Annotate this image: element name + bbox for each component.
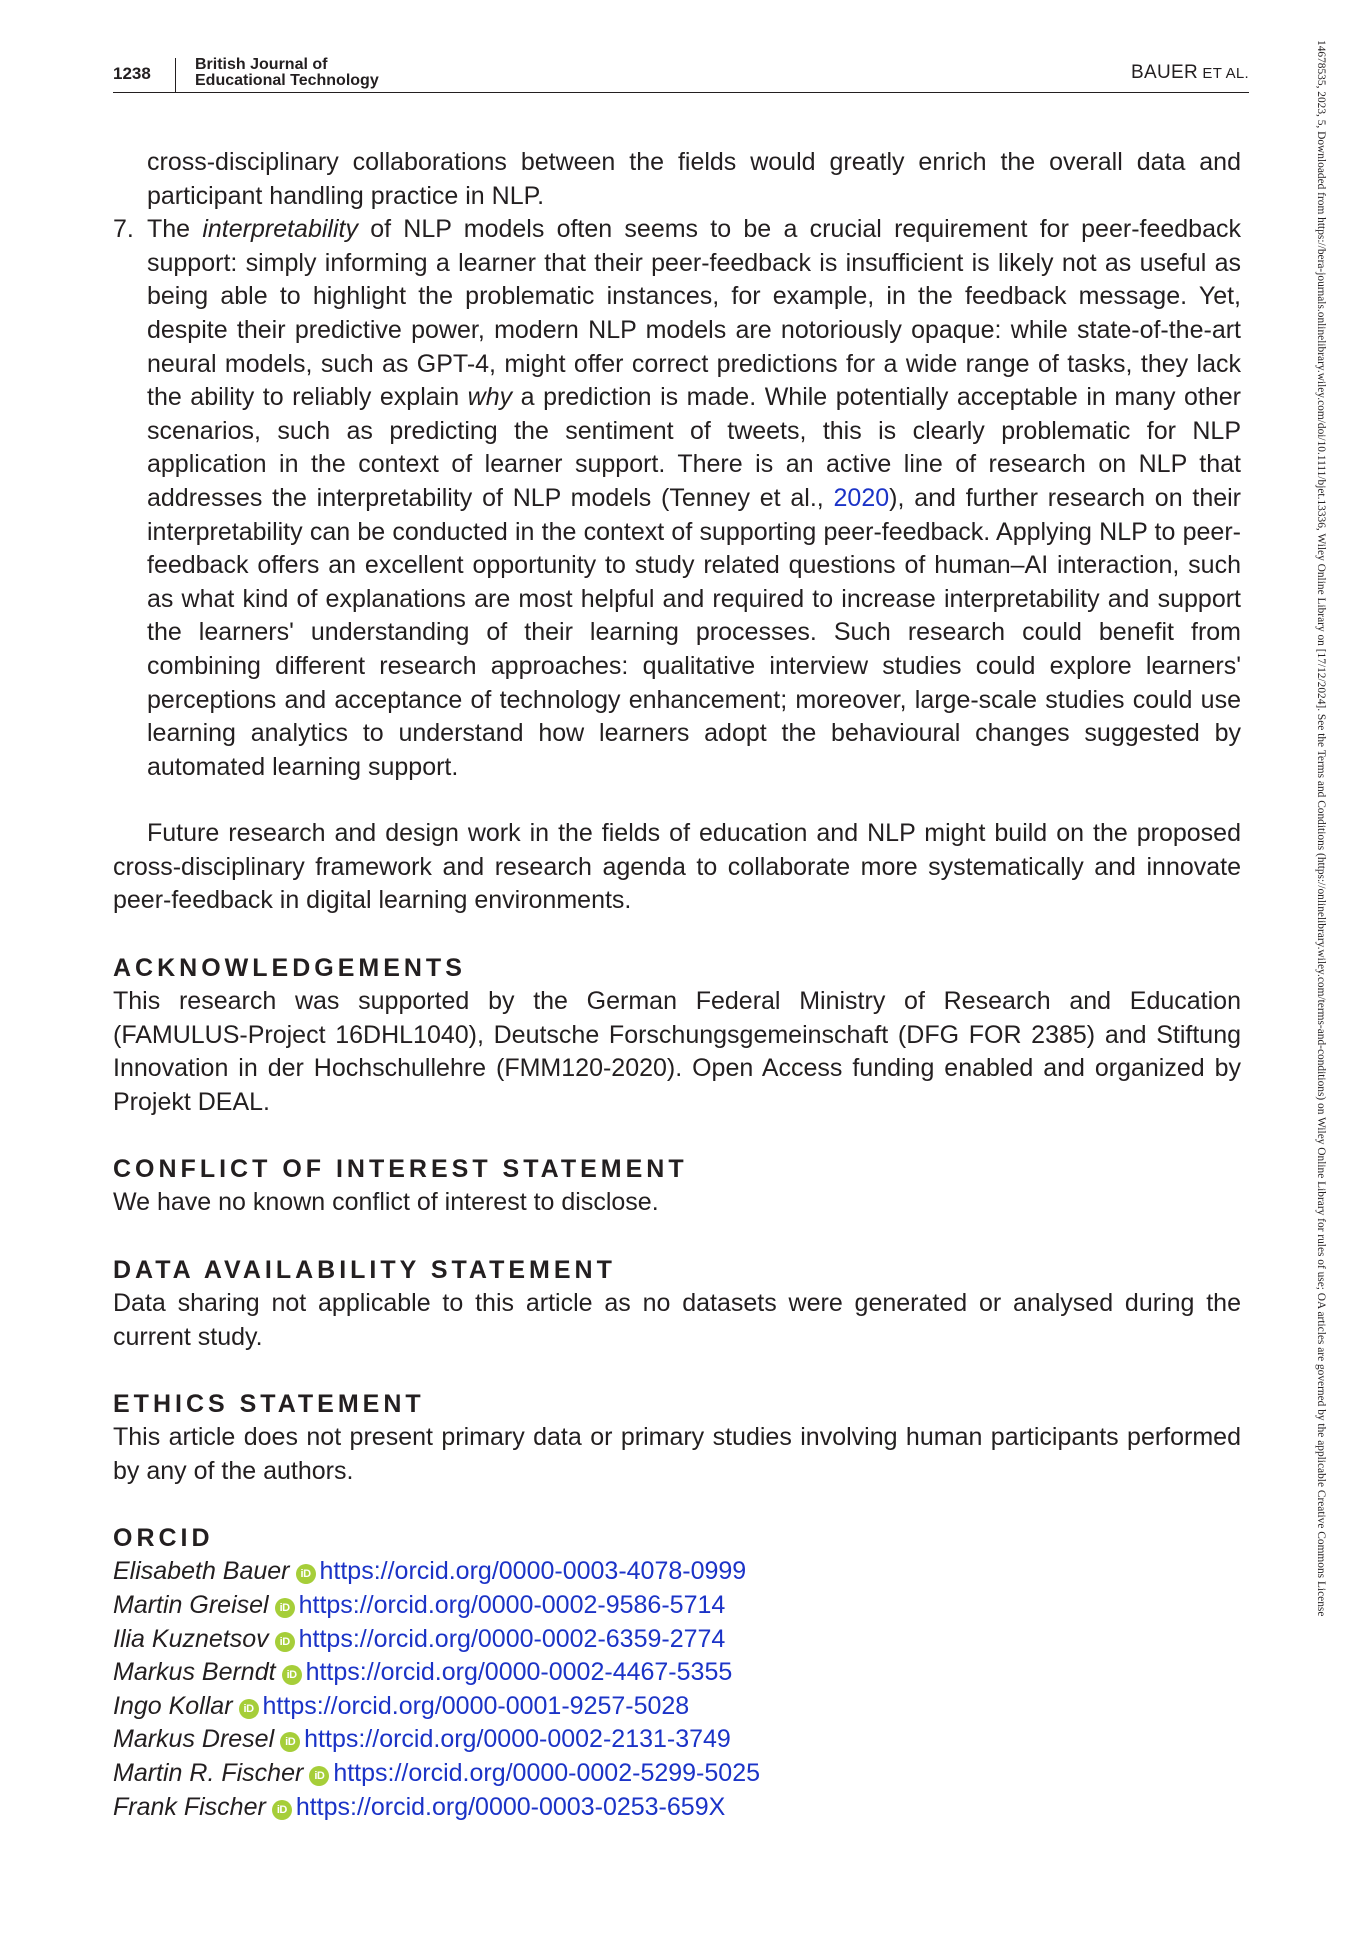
data-availability-section <box>113 1254 1241 1354</box>
page-header <box>113 52 1249 93</box>
orcid-icon: iD <box>239 1699 259 1719</box>
orcid-entry <box>113 1723 1241 1757</box>
text-run: The <box>147 215 203 244</box>
orcid-link[interactable]: https://orcid.org/0000-0002-5299-5025 <box>333 1758 760 1787</box>
section-text: Data sharing not applicable to this article as no datasets were generated or analysed during the current study. <box>113 1289 1241 1351</box>
section-heading: ETHICS STATEMENT <box>113 1390 425 1419</box>
orcid-link[interactable]: https://orcid.org/0000-0001-9257-5028 <box>262 1691 690 1720</box>
section-text: This research was supported by the German Federal Ministry of Research and Education (FAMULUS-Project 16DHL1040), Deutsche Forschungsgemeinschaft (DFG FOR 2385) and Stiftung Innovation in der Hochschullehre (FMM120-2020). Open Access funding enabled and organized by Projekt DEAL. <box>113 987 1241 1116</box>
emphasis-interpretability: interpretability <box>202 215 358 244</box>
journal-title-line-2: Educational Technology <box>195 72 379 89</box>
text-run: a prediction is made. While potentially acceptable in many other scenarios, such as predicting the sentiment of tweets, this is clearly problematic for NLP application in the context of learner support. There is an active line of research on NLP that addresses the interpretability of NLP models (Tenney et al., <box>147 383 1241 512</box>
orcid-author-name: Martin R. Fischer <box>113 1758 304 1787</box>
orcid-author-name: Ilia Kuznetsov <box>113 1624 269 1653</box>
orcid-link[interactable]: https://orcid.org/0000-0002-2131-3749 <box>304 1725 731 1754</box>
orcid-author-name: Markus Berndt <box>113 1658 276 1687</box>
orcid-entry <box>113 1555 1241 1589</box>
orcid-link[interactable]: https://orcid.org/0000-0002-9586-5714 <box>298 1591 726 1619</box>
text-run: of NLP models often seems to be a crucial requirement for peer-feedback support: simply informing a learner that their peer-feedback is insufficient is likely not as useful as being able to highlight the problematic instances, for example, in the feedback message. Yet, despite their predictive power, modern NLP models are notoriously opaque: while state-of-the-art neural models, such as GPT-4, might offer correct predictions for a wide range of tasks, they lack the ability to reliably explain <box>147 215 1241 412</box>
journal-title <box>195 57 379 89</box>
journal-title-line-1: British Journal of <box>195 56 328 73</box>
orcid-icon: iD <box>296 1564 316 1584</box>
orcid-icon: iD <box>280 1732 300 1752</box>
orcid-author-name: Elisabeth Bauer <box>113 1557 290 1586</box>
ethics-section <box>113 1388 1241 1488</box>
section-text: We have no known conflict of interest to disclose. <box>113 1188 659 1217</box>
orcid-icon: iD <box>275 1598 295 1618</box>
page-number: 1238 <box>113 64 151 83</box>
text-run: ), and further research on their interpretability can be conducted in the context of supporting peer-feedback. Applying NLP to peer-feedback offers an excellent opportunity to study related questions of human–AI interaction, such as what kind of explanations are most helpful and required to increase interpretability and support the learners' understanding of their learning processes. Such research could benefit from combining different research approaches: qualitative interview studies could explore learners' perceptions and acceptance of technology enhancement; moreover, large-scale studies could use learning analytics to understand how learners adopt the behavioural changes suggested by automated learning support. <box>147 483 1242 781</box>
list-item-7 <box>113 213 1241 784</box>
list-continuation: cross-disciplinary collaborations between the fields would greatly enrich the overall data and participant handling practice in NLP. <box>147 148 1241 210</box>
orcid-section <box>113 1522 1241 1824</box>
article-content <box>113 146 1241 1824</box>
section-heading: ORCID <box>113 1524 214 1553</box>
running-head-author: BAUER <box>1131 62 1198 83</box>
orcid-icon: iD <box>309 1766 329 1786</box>
orcid-entry <box>113 1589 1241 1623</box>
download-side-note: 14678535, 2023, 5, Downloaded from https://bera-journals.onlinelibrary.wiley.com/doi/10.1111/bjet.13336, Wiley Online Library on [17/12/2024]. See the Terms and Conditions (https://onlinelibrary.wiley.com/terms-and-conditions) on Wiley Online Library for rules of use; OA articles are governed by the applicable Creative Commons License <box>1315 40 1327 1617</box>
orcid-link[interactable]: https://orcid.org/0000-0002-4467-5355 <box>305 1658 733 1687</box>
orcid-author-name: Martin Greisel <box>113 1591 269 1619</box>
orcid-entry <box>113 1690 1241 1724</box>
section-heading: ACKNOWLEDGEMENTS <box>113 954 466 983</box>
running-head <box>1131 62 1249 84</box>
running-head-suffix: ET AL. <box>1197 65 1249 82</box>
conflict-of-interest-section <box>113 1153 1241 1220</box>
emphasis-why: why <box>467 383 513 412</box>
orcid-icon: iD <box>272 1800 292 1820</box>
orcid-author-name: Markus Dresel <box>113 1725 275 1754</box>
orcid-icon: iD <box>275 1632 295 1652</box>
orcid-entry <box>113 1757 1241 1791</box>
acknowledgements-section <box>113 952 1241 1119</box>
section-heading: CONFLICT OF INTEREST STATEMENT <box>113 1155 688 1184</box>
orcid-icon: iD <box>282 1665 302 1685</box>
header-divider <box>175 58 176 92</box>
section-text: This article does not present primary data or primary studies involving human participants performed by any of the authors. <box>113 1423 1241 1485</box>
list-item-text <box>147 213 1241 784</box>
orcid-entry <box>113 1656 1241 1690</box>
list-number: 7. <box>113 215 134 244</box>
orcid-entry <box>113 1791 1241 1825</box>
orcid-author-name: Ingo Kollar <box>113 1691 233 1720</box>
orcid-link[interactable]: https://orcid.org/0000-0003-0253-659X <box>295 1792 726 1821</box>
orcid-link[interactable]: https://orcid.org/0000-0002-6359-2774 <box>298 1624 726 1653</box>
closing-paragraph: Future research and design work in the fields of education and NLP might build on the proposed cross-disciplinary framework and research agenda to collaborate more systematically and innovate peer-feedback in digital learning environments. <box>113 819 1241 915</box>
section-heading: DATA AVAILABILITY STATEMENT <box>113 1256 616 1285</box>
orcid-entry <box>113 1623 1241 1657</box>
orcid-author-name: Frank Fischer <box>113 1792 266 1821</box>
orcid-link[interactable]: https://orcid.org/0000-0003-4078-0999 <box>319 1557 747 1586</box>
orcid-list <box>113 1555 1241 1824</box>
citation-link[interactable]: 2020 <box>833 483 890 512</box>
